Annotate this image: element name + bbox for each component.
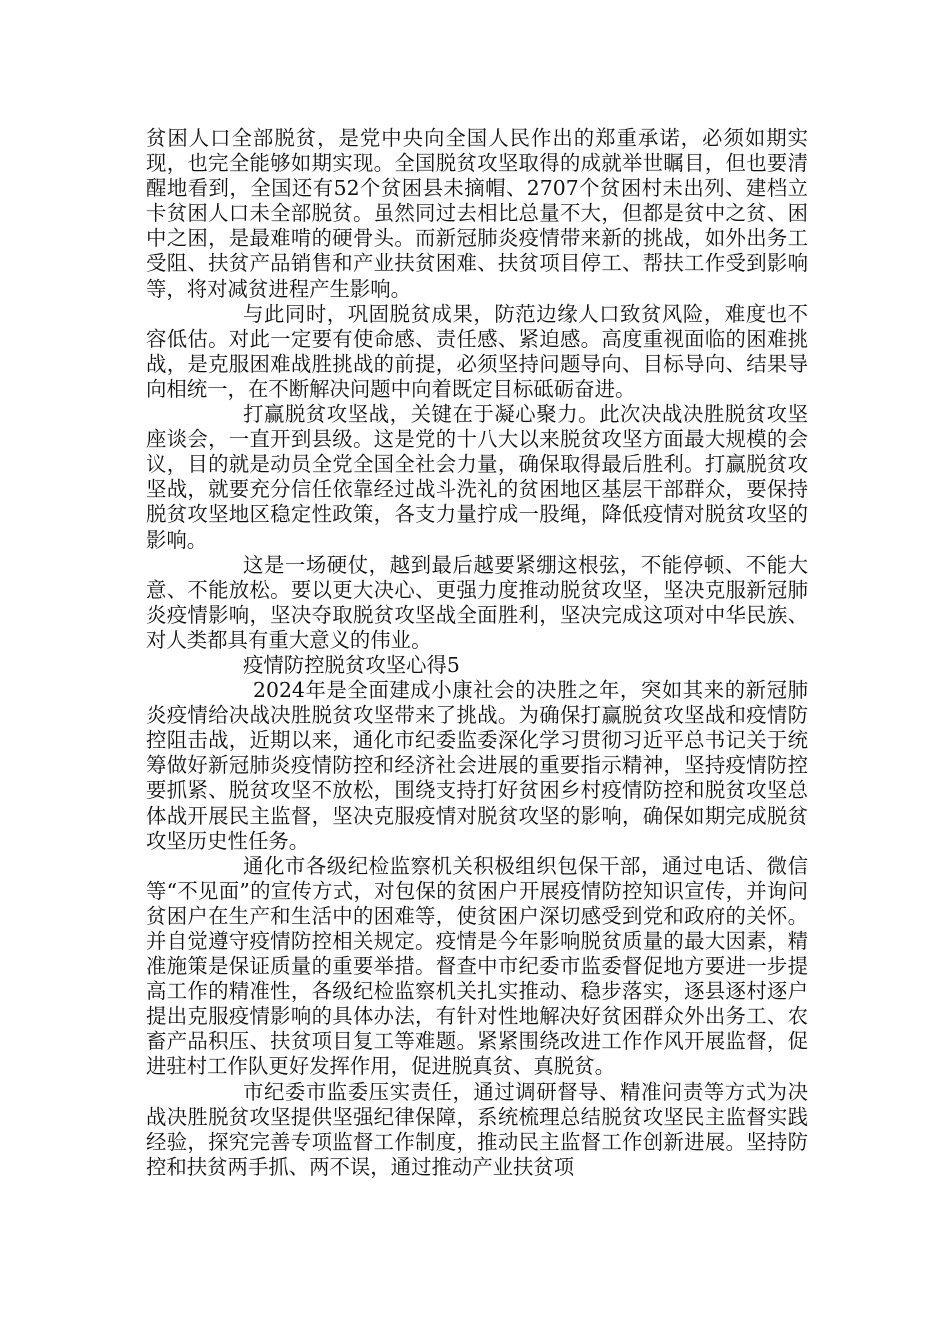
paragraph-2: 与此同时，巩固脱贫成果，防范边缘人口致贫风险，难度也不容低估。对此一定要有使命感、责任感、紧迫感。高度重视面临的困难挑战，是克服困难战胜挑战的前提，必须坚持问题导向、目标导向、结果导向相统一，在不断解决问题中向着既定目标砥砺奋进。 bbox=[146, 301, 808, 401]
paragraph-5: 2024年是全面建成小康社会的决胜之年，突如其来的新冠肺炎疫情给决战决胜脱贫攻坚带来了挑战。为确保打赢脱贫攻坚战和疫情防控阻击战，近期以来，通化市纪委监委深化学习贯彻习近平总书记关于统筹做好新冠肺炎疫情防控和经济社会进展的重要指示精神，坚持疫情防控要抓紧、脱贫攻坚不放松，围绕支持打好贫困乡村疫情防控和脱贫攻坚总体战开展民主监督，坚决克服疫情对脱贫攻坚的影响，确保如期完成脱贫攻坚历史性任务。 bbox=[146, 678, 808, 853]
document-body bbox=[146, 126, 808, 1180]
paragraph-6: 通化市各级纪检监察机关积极组织包保干部，通过电话、微信等“不见面”的宣传方式，对包保的贫困户开展疫情防控知识宣传，并询问贫困户在生产和生活中的困难等，使贫困户深切感受到党和政府的关怀。并自觉遵守疫情防控相关规定。疫情是今年影响脱贫质量的最大因素，精准施策是保证质量的重要举措。督查中市纪委市监委督促地方要进一步提高工作的精准性，各级纪检监察机关扎实推动、稳步落实，逐县逐村逐户提出克服疫情影响的具体办法，有针对性地解决好贫困群众外出务工、农畜产品积压、扶贫项目复工等难题。紧紧围绕改进工作作风开展监督，促进驻村工作队更好发挥作用，促进脱真贫、真脱贫。 bbox=[146, 853, 808, 1079]
section-heading: 疫情防控脱贫攻坚心得5 bbox=[243, 652, 460, 677]
paragraph-4: 这是一场硬仗，越到最后越要紧绷这根弦，不能停顿、不能大意、不能放松。要以更大决心、更强力度推动脱贫攻坚，坚决克服新冠肺炎疫情影响，坚决夺取脱贫攻坚战全面胜利，坚决完成这项对中华民族、对人类都具有重大意义的伟业。 bbox=[146, 552, 808, 652]
paragraph-3: 打赢脱贫攻坚战，关键在于凝心聚力。此次决战决胜脱贫攻坚座谈会，一直开到县级。这是党的十八大以来脱贫攻坚方面最大规模的会议，目的就是动员全党全国全社会力量，确保取得最后胜利。打赢脱贫攻坚战，就要充分信任依靠经过战斗洗礼的贫困地区基层干部群众，要保持脱贫攻坚地区稳定性政策，各支力量拧成一股绳，降低疫情对脱贫攻坚的影响。 bbox=[146, 402, 808, 552]
paragraph-1: 贫困人口全部脱贫，是党中央向全国人民作出的郑重承诺，必须如期实现，也完全能够如期实现。全国脱贫攻坚取得的成就举世瞩目，但也要清醒地看到，全国还有52个贫困县未摘帽、2707个贫困村未出列、建档立卡贫困人口未全部脱贫。虽然同过去相比总量不大，但都是贫中之贫、困中之困，是最难啃的硬骨头。而新冠肺炎疫情带来新的挑战，如外出务工受阻、扶贫产品销售和产业扶贫困难、扶贫项目停工、帮扶工作受到影响等，将对减贫进程产生影响。 bbox=[146, 126, 808, 301]
paragraph-7: 市纪委市监委压实责任，通过调研督导、精准问责等方式为决战决胜脱贫攻坚提供坚强纪律保障，系统梳理总结脱贫攻坚民主监督实践经验，探究完善专项监督工作制度，推动民主监督工作创新进展。坚持防控和扶贫两手抓、两不误，通过推动产业扶贫项 bbox=[146, 1079, 808, 1179]
